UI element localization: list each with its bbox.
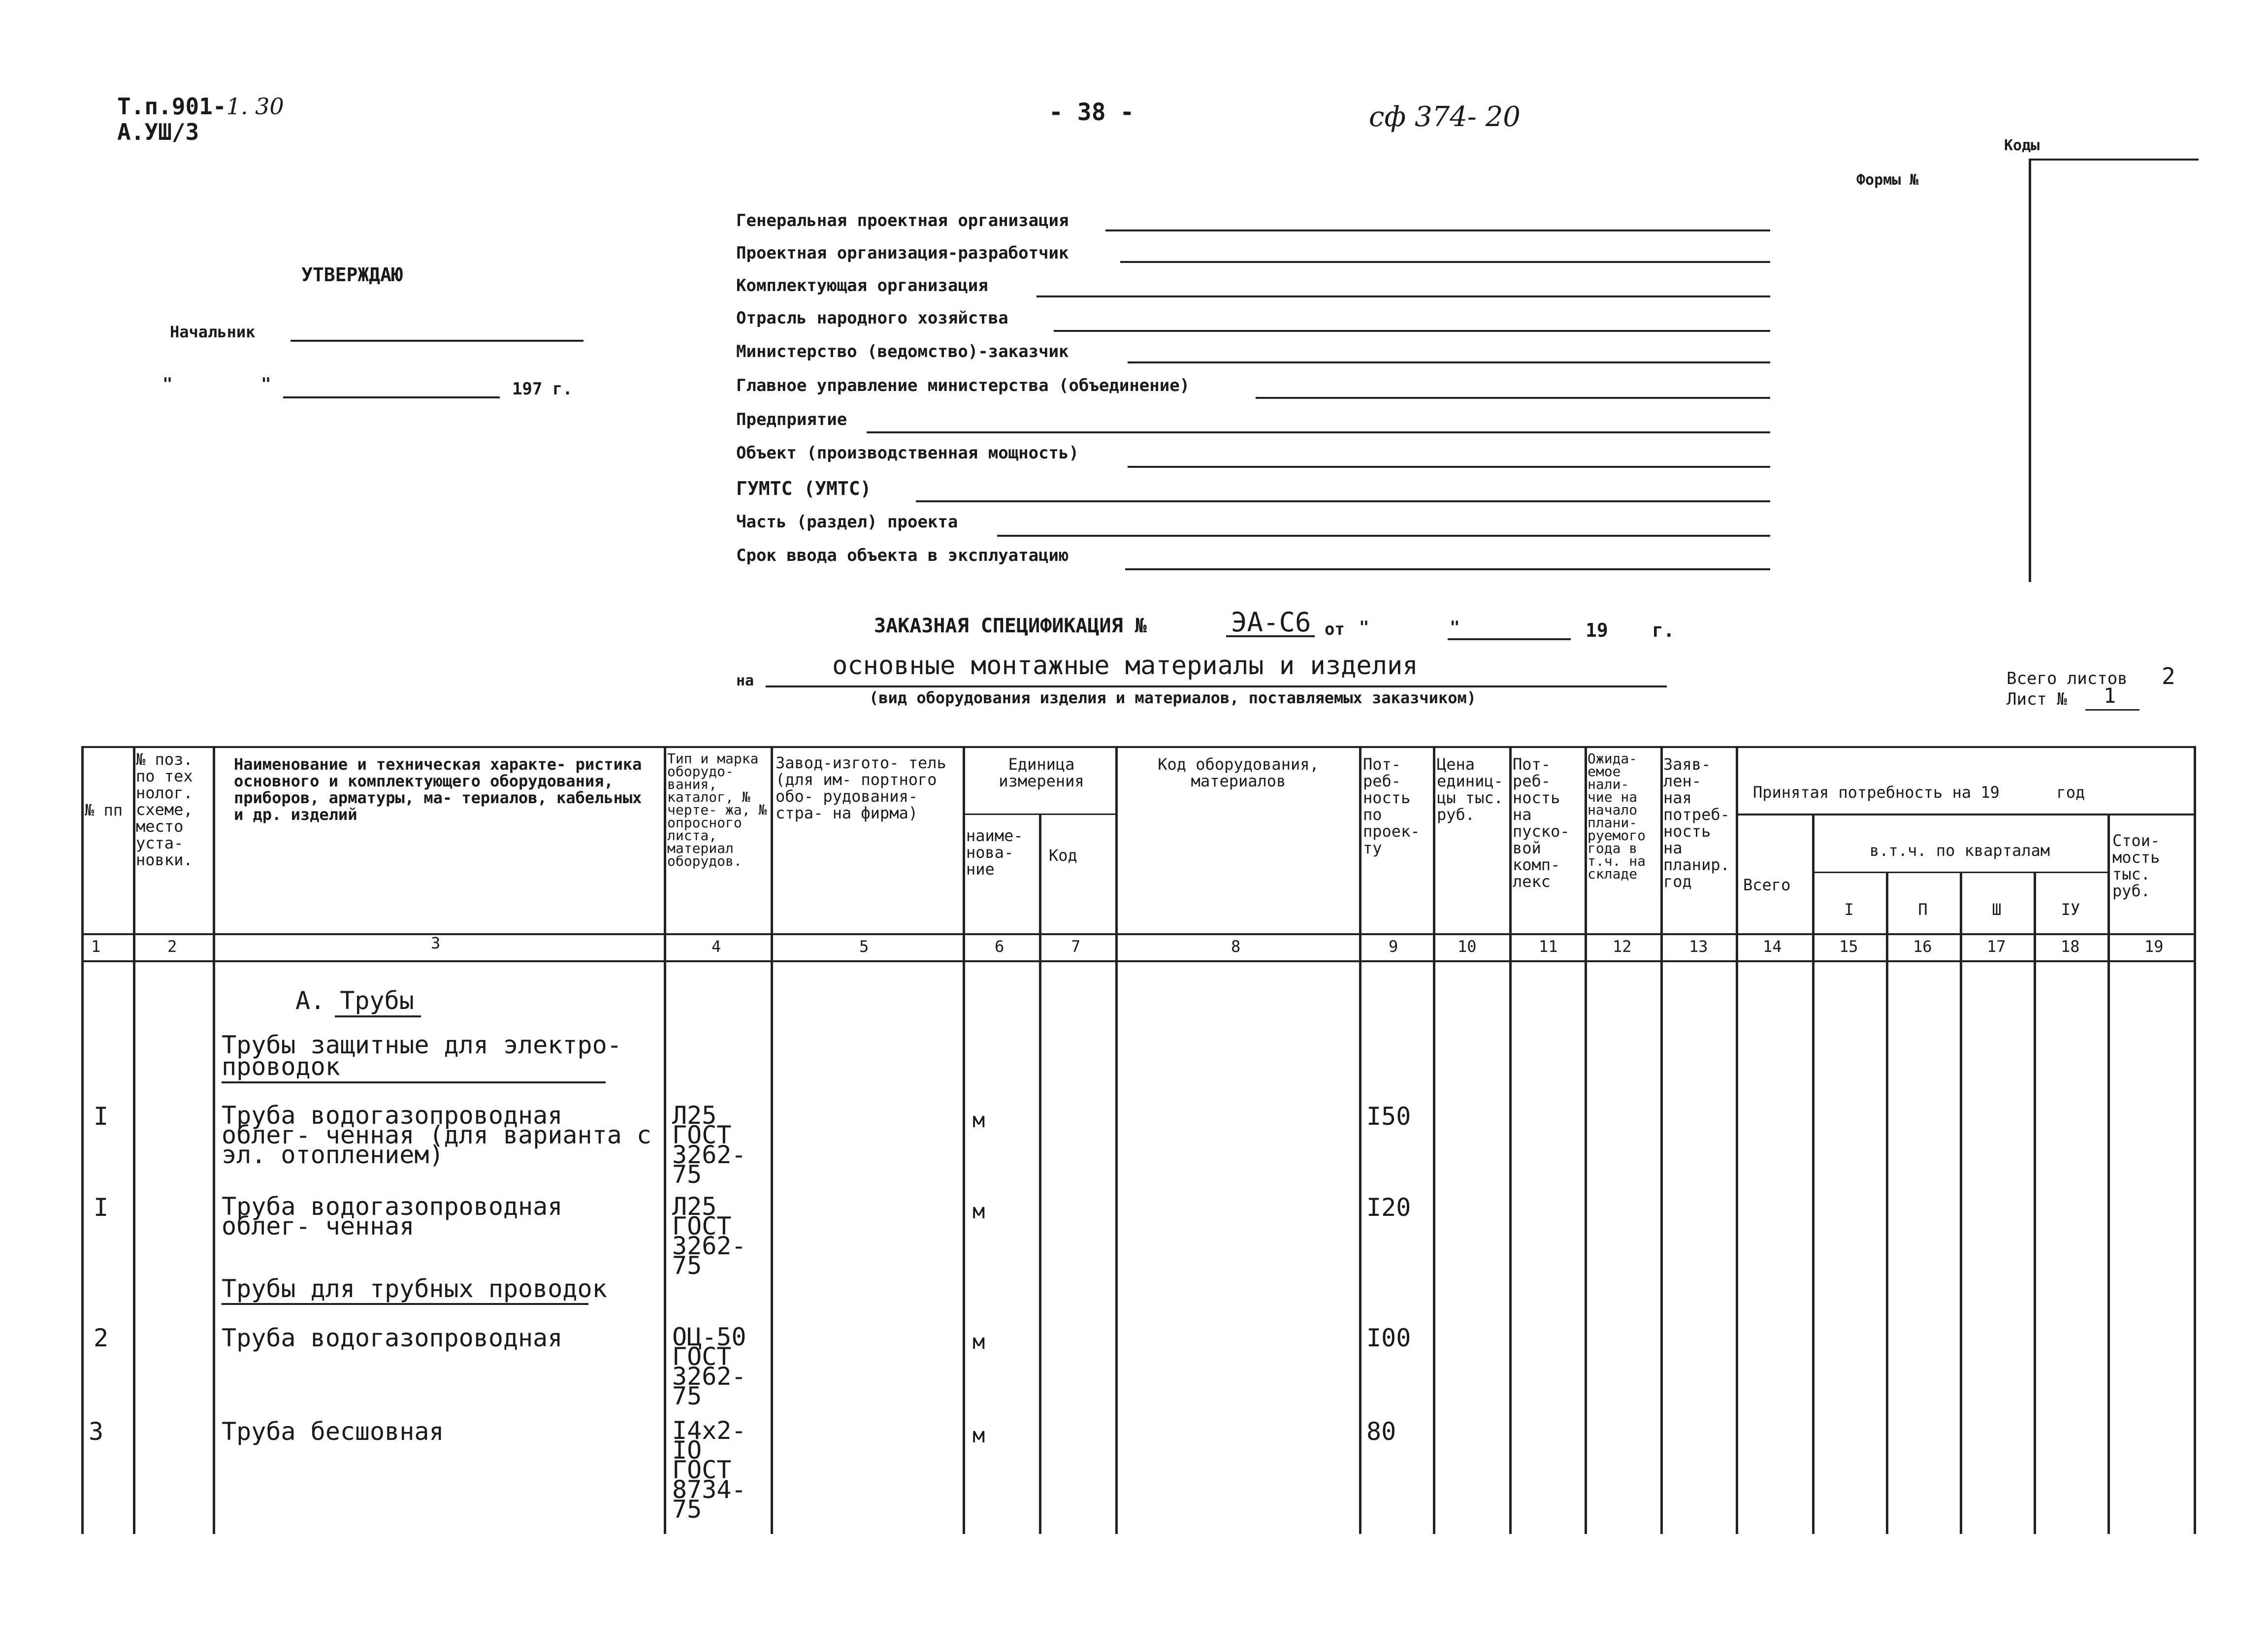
table-col-border-3 <box>664 746 666 1534</box>
col-num-12: 12 <box>1613 937 1632 956</box>
row-3-qty: I00 <box>1366 1324 1411 1352</box>
org-field-enterprise: Предприятие <box>736 410 847 429</box>
col-num-5: 5 <box>859 937 869 956</box>
org-line-section <box>997 535 1770 537</box>
org-field-ministry: Министерство (ведомство)-заказчик <box>736 342 1069 361</box>
row-4-type: I4x2-IO ГОСТ 8734-75 <box>672 1416 746 1524</box>
table-col-border-6 <box>1039 814 1041 1534</box>
table-col-border-16 <box>1960 872 1962 1534</box>
org-line-gumts <box>916 500 1770 502</box>
org-field-section: Часть (раздел) проекта <box>736 512 958 532</box>
col-num-10: 10 <box>1458 937 1477 956</box>
org-field-deadline: Срок ввода объекта в эксплуатацию <box>736 546 1069 565</box>
subsection-1: Трубы защитные для электро- проводок <box>222 1031 622 1081</box>
table-header-bottom <box>81 933 2194 935</box>
th-11: Пот- реб- ность на пуско- вой комп- лекс <box>1513 755 1570 891</box>
th-12: Ожида- емое нали- чие на начало плани- руемого года в т.ч. на складе <box>1588 750 1646 882</box>
row-4-unit: м <box>972 1423 985 1447</box>
forms-label: Формы № <box>1856 171 1919 189</box>
spec-subject-caption: (вид оборудования изделия и материалов, поставляемых заказчиком) <box>869 688 1476 707</box>
handwritten-stamp: сф 374- 20 <box>1369 101 1521 133</box>
date-quote-open: " <box>162 374 173 394</box>
th-8: Код оборудования, материалов <box>1158 755 1319 790</box>
th-6: наиме- нова- ние <box>966 826 1023 879</box>
section-title <box>295 986 414 1015</box>
date-line <box>283 396 500 398</box>
table-col-border-17 <box>2034 872 2036 1534</box>
th-19: Стои- мость тыс. руб. <box>2112 831 2160 900</box>
row-1-type: Л25 ГОСТ 3262-75 <box>672 1101 746 1189</box>
th-16: П <box>1918 900 1928 919</box>
subsection-2: Трубы для трубных проводок <box>222 1274 607 1303</box>
col-num-15: 15 <box>1839 937 1858 956</box>
table-col-border-13 <box>1736 746 1738 1534</box>
sheets-total: 2 <box>2162 663 2175 689</box>
th-1: № пп <box>85 801 123 819</box>
sheet-number-line <box>2085 709 2139 711</box>
org-line-object <box>1128 466 1770 468</box>
page-number: - 38 - <box>1049 98 1134 126</box>
th-18: IУ <box>2061 900 2080 919</box>
th-10: Цена единиц- цы тыс. руб. <box>1437 755 1503 824</box>
org-line-enterprise <box>867 431 1770 433</box>
codes-left-line <box>2029 159 2031 582</box>
sheet-label: Лист № <box>2007 689 2067 709</box>
table-unit-sub-line <box>963 814 1115 815</box>
row-2-qty: I20 <box>1366 1193 1411 1222</box>
table-col-border-7 <box>1115 746 1118 1534</box>
row-3-unit: м <box>972 1330 985 1354</box>
org-field-gumts: ГУМТС (УМТС) <box>736 478 872 499</box>
row-4-num: 3 <box>89 1417 104 1446</box>
table-col-border-8 <box>1359 746 1361 1534</box>
th-14: Всего <box>1743 876 1791 894</box>
spec-year-suffix: г. <box>1652 619 1675 641</box>
table-header-mid-line <box>1736 814 2194 815</box>
row-3-name: Труба водогазопроводная <box>222 1324 563 1352</box>
col-num-17: 17 <box>1987 937 2006 956</box>
codes-top-line <box>2029 159 2199 161</box>
row-2-unit: м <box>972 1199 985 1223</box>
th-17: Ш <box>1992 900 2002 919</box>
row-2-name: Труба водогазопроводная облег- ченная <box>222 1192 563 1240</box>
org-line-general <box>1105 229 1770 231</box>
row-3-num: 2 <box>94 1324 109 1352</box>
spec-year: 19 <box>1586 619 1608 641</box>
col-num-6: 6 <box>995 937 1004 956</box>
table-col-border-12 <box>1660 746 1663 1534</box>
chief-label: Начальник <box>170 323 256 341</box>
spec-from: от <box>1325 619 1345 639</box>
row-3-type: ОЦ-50 ГОСТ 3262-75 <box>672 1323 746 1410</box>
row-1-unit: м <box>972 1108 985 1132</box>
table-col-border-18 <box>2107 814 2110 1534</box>
th-5: Завод-изгото- тель (для им- портного обо- рудования-стра- на фирма) <box>776 753 946 822</box>
org-field-completing: Комплектующая организация <box>736 276 988 295</box>
th-13: Заяв- лен- ная потреб- ность на планир. год <box>1663 755 1730 891</box>
th-15: I <box>1844 900 1854 919</box>
col-num-3: 3 <box>431 934 441 952</box>
org-field-object: Объект (производственная мощность) <box>736 443 1079 463</box>
spec-subject: основные монтажные материалы и изделия <box>832 651 1418 681</box>
spec-number-line <box>1226 635 1315 637</box>
table-col-border-14 <box>1812 814 1814 1534</box>
chief-signature-line <box>291 340 583 342</box>
col-num-18: 18 <box>2061 937 2080 956</box>
spec-number: ЭА-С6 <box>1231 607 1311 638</box>
row-4-qty: 80 <box>1366 1417 1396 1446</box>
spec-title: ЗАКАЗНАЯ СПЕЦИФИКАЦИЯ № <box>874 615 1147 637</box>
col-num-4: 4 <box>712 937 721 956</box>
org-line-main-directorate <box>1256 397 1770 399</box>
row-1-num: I <box>94 1102 109 1131</box>
spec-subject-line <box>766 685 1667 687</box>
org-line-industry <box>1054 330 1770 332</box>
org-field-main-directorate: Главное управление министерства (объединение) <box>736 376 1190 395</box>
th-quarters: в.т.ч. по кварталам <box>1869 841 2050 860</box>
row-2-num: I <box>94 1193 109 1222</box>
table-col-border-11 <box>1585 746 1587 1534</box>
th-6-group: Единица измерения <box>999 755 1084 790</box>
org-field-general: Генеральная проектная организация <box>736 211 1069 230</box>
th-4: Тип и марка оборудо- вания, каталог, № черте- жа, № опросного листа, материал оборудов. <box>667 750 767 869</box>
table-colnum-bottom <box>81 960 2194 962</box>
table-col-border-10 <box>1509 746 1512 1534</box>
doc-code-line2: А.УШ/3 <box>117 119 199 145</box>
approval-title: УТВЕРЖДАЮ <box>301 264 403 286</box>
doc-code-handwritten: 1. 30 <box>226 93 284 120</box>
org-field-industry: Отрасль народного хозяйства <box>736 308 1008 328</box>
org-line-completing <box>1037 295 1770 297</box>
col-num-14: 14 <box>1763 937 1782 956</box>
col-num-7: 7 <box>1071 937 1081 956</box>
section-title-text: А. Трубы <box>295 986 414 1015</box>
table-col-border-9 <box>1433 746 1435 1534</box>
codes-label: Коды <box>2004 137 2040 154</box>
col-num-9: 9 <box>1389 937 1398 956</box>
row-4-name: Труба бесшовная <box>222 1417 444 1446</box>
table-col-border-5 <box>963 746 965 1534</box>
date-quote-close: " <box>261 374 271 394</box>
sheets-total-label: Всего листов <box>2007 669 2128 688</box>
table-col-border-4 <box>771 746 773 1534</box>
col-num-13: 13 <box>1689 937 1708 956</box>
th-2: № поз. по тех нолог. схеме, место уста- новки. <box>136 750 193 869</box>
org-field-developer: Проектная организация-разработчик <box>736 243 1069 263</box>
table-top-border <box>81 746 2194 748</box>
subsection-1-underline <box>222 1081 606 1083</box>
doc-code-line1: Т.п.901- <box>117 93 227 120</box>
th-3: Наименование и техническая характе- ристика основного и комплектующего оборудования, приборов, арматуры, ма- териалов, кабельных и др. изделий <box>234 755 642 824</box>
th-7: Код <box>1049 846 1077 865</box>
th-9: Пот- реб- ность по проек- ту <box>1363 755 1420 857</box>
subsection-2-underline <box>222 1303 588 1305</box>
table-quarter-sub-line <box>1812 872 2107 873</box>
spec-quotes: " " <box>1359 618 1460 637</box>
col-num-1: 1 <box>91 937 101 956</box>
table-col-border-19 <box>2194 746 2196 1534</box>
col-num-19: 19 <box>2144 937 2164 956</box>
org-line-deadline <box>1125 568 1770 570</box>
table-col-border-0 <box>81 746 84 1534</box>
doc-code <box>117 94 284 145</box>
table-col-border-2 <box>213 746 215 1534</box>
table-col-border-1 <box>133 746 135 1534</box>
col-num-16: 16 <box>1913 937 1932 956</box>
table-col-border-15 <box>1886 872 1888 1534</box>
approval-year: 197 г. <box>512 379 573 399</box>
col-num-11: 11 <box>1539 937 1558 956</box>
section-title-underline <box>335 1015 421 1017</box>
col-num-8: 8 <box>1231 937 1241 956</box>
col-num-2: 2 <box>167 937 177 956</box>
row-2-type: Л25 ГОСТ 3262-75 <box>672 1192 746 1280</box>
spec-on-label: на <box>736 672 754 689</box>
spec-date-line <box>1448 638 1571 640</box>
row-1-name: Труба водогазопроводная облег- ченная (для варианта с эл. отоплением) <box>222 1101 651 1169</box>
org-line-ministry <box>1128 361 1770 363</box>
sheet-number: 1 <box>2104 684 2116 708</box>
org-line-developer <box>1120 261 1770 263</box>
th-group-accepted: Принятая потребность на 19 год <box>1753 783 2085 802</box>
row-1-qty: I50 <box>1366 1102 1411 1131</box>
